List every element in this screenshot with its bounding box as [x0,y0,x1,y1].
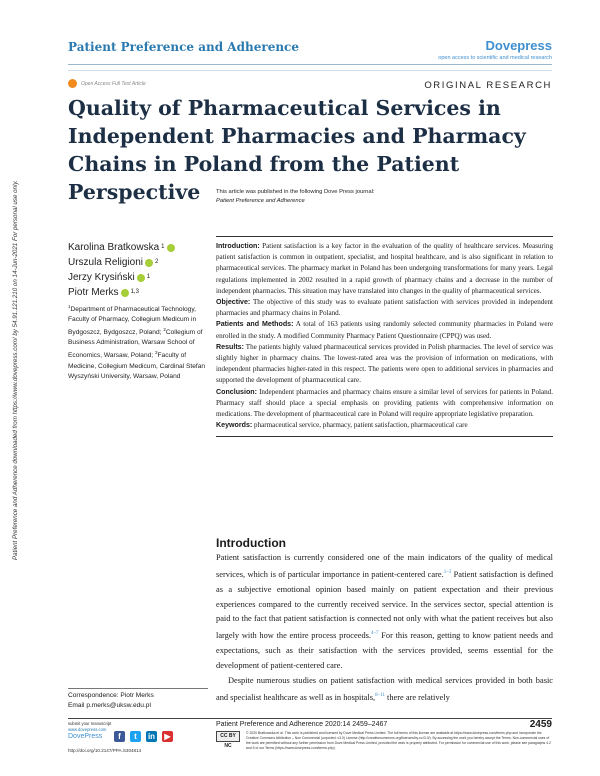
paragraph-text: For this reason, getting to know patient needs and expectations, such as their satisfaction with the services provided, seems essential for the development of patient-centered care. [216,631,553,670]
author [68,255,175,270]
affiliation-text: Faculty of Medicine, Collegium Medicum, Cardinal Stefan Wyszyński University, Warsaw, Poland [68,352,206,380]
abstract-keywords [216,420,553,431]
affiliation-number: 3 [155,350,158,356]
published-journal: Patient Preference and Adherence [216,198,305,204]
youtube-icon[interactable]: ▶ [162,731,173,742]
abstract-results [216,342,553,387]
orcid-icon[interactable] [137,274,145,282]
paragraph-text: Patient satisfaction is defined as a subjective emotional opinion based mainly on patient expectation and their previous experiences compared to the currently received service. In the services sector, special attention is paid to the fact that patient satisfaction is connected not only with what the patient receives but also largely with how the entire process proceeds. [216,569,554,641]
author [68,285,175,300]
published-notice [216,188,375,206]
abstract-label: Keywords: [216,421,253,430]
introduction-body [216,551,553,705]
submit-label: submit your manuscript [68,721,112,726]
abstract-text: A total of 163 patients using randomly selected community pharmacies in Poland were enrolled in the study. A modified Community Pharmacy Patient Questionnaire (CPPQ) was used. [216,320,553,340]
orcid-icon[interactable] [167,244,175,252]
author-name: Urszula Religioni [68,257,144,268]
abstract-text: pharmaceutical service, pharmacy, patient satisfaction, pharmaceutical care [254,421,468,430]
section-heading: Introduction [216,536,286,550]
author-name: Karolina Bratkowska [68,242,160,253]
page-number: 2459 [529,719,552,730]
linkedin-icon[interactable]: in [147,732,156,741]
author-name: Jerzy Krysiński [68,272,135,283]
publisher-logo[interactable]: Dovepress [485,38,552,53]
abstract-objective [216,297,553,319]
abstract-label: Patients and Methods: [216,320,294,329]
author-affiliation: 1,3 [130,289,139,295]
paragraph-text: Despite numerous studies on patient satisfaction with medical services provided in both basic and specialist healthcare as well as in hospitals, [216,675,553,702]
article-type: ORIGINAL RESEARCH [424,80,552,91]
correspondence-email[interactable]: Email p.merks@uksw.edu.pl [68,702,151,709]
author [68,270,175,285]
abstract-introduction [216,241,553,297]
abstract-text: The objective of this study was to evaluate patient satisfaction with services provided in independent pharmacies and pharmacy chains in Poland. [216,298,553,318]
abstract-label: Conclusion: [216,387,257,396]
paragraph [216,674,553,706]
paragraph [216,551,553,674]
header-rule-secondary [68,70,552,71]
publisher-tagline: open access to scientific and medical research [438,55,552,61]
orcid-icon[interactable] [121,289,129,297]
reference-link[interactable]: 4–7 [371,631,379,637]
affiliation-text: Collegium of Business Administration, Warsaw School of Economics, Warsaw, Poland; [68,329,203,360]
orcid-icon[interactable] [145,259,153,267]
reference-link[interactable]: 8–11 [375,692,385,698]
citation: Patient Preference and Adherence 2020:14 2459–2467 [216,721,388,728]
affiliation-number: 1 [68,304,71,309]
abstract-methods [216,319,553,341]
affiliation-text: Department of Pharmaceutical Technology, Faculty of Pharmacy, Collegium Medicum in Bydgoszcz, Bydgoszcz, Poland; [68,306,197,337]
abstract-label: Results: [216,342,244,351]
author-list [68,240,175,300]
author-affiliation: 2 [155,259,159,265]
abstract-text: Independent pharmacies and pharmacy chains ensure a similar level of services for patients in Poland. Pharmacy staff should place a special emphasis on providing patients with comprehensive information on medications. The development of pharmaceutical care in Poland will require appropriate legislative preparation. [216,387,553,419]
paragraph-text: there are relatively [384,692,450,702]
abstract-text: The patients highly valued pharmaceutical services provided in Polish pharmacies. The level of service was slightly higher in pharmacy chains. The lowest-rated area was the provision of information on medications, with independent pharmacies higher-rated in this respect. The patients were open to additional services in pharmacies and supported the development of pharmaceutical care. [216,342,553,385]
header-rule [68,64,552,65]
download-watermark-text: Patient Preference and Adherence downloaded from https://www.dovepress.com/ by 54.91.121.210 on 14-Jun-2021 For personal use only. [12,180,19,560]
reference-link[interactable]: 1–3 [443,569,452,575]
published-line: This article was published in the following Dove Press journal: [216,189,375,195]
twitter-icon[interactable]: t [130,731,141,742]
author [68,240,175,255]
paragraph-text: Patient satisfaction is currently considered one of the main indicators of the quality of medical services, which is of particular importance in patient-centered care. [216,553,553,579]
open-access-icon [68,79,77,88]
submit-link[interactable]: www.dovepress.com [68,727,107,732]
footer-brand[interactable]: DovePress [68,733,103,740]
author-affiliation: 1 [146,274,151,280]
license-text: © 2020 Bratkowska et al. This work is published and licensed by Dove Medical Press Limited. The full terms of this license are available at https://www.dovepress.com/terms.php and incorporate the Creative Commons Attribution – Non Commercial (unported, v3.0) License (http://creativecommons.org/licenses/by-nc/3.0/). By accessing the work you hereby accept the Terms. Non-commercial uses of the work are permitted without any further permission from Dove Medical Press Limited, provided the work is properly attributed. For permission for commercial use of this work, please see paragraphs 4.2 and 5 of our Terms (https://www.dovepress.com/terms.php). [246,731,551,750]
download-watermark [12,140,32,560]
cc-license-icon[interactable]: CC BY NC [216,731,240,742]
open-access-label: Open Access Full Text Article [81,80,146,87]
affiliations [68,302,208,382]
abstract-text: Patient satisfaction is a key factor in the evaluation of the quality of healthcare services. Measuring patient satisfaction is common in outpatient, specialist, and hospital healthcare, and is also significant in relation to pharmaceutical services. The pharmacy market in Poland has been undergoing transformations for many years. Legal regulations implemented in 2002 resulted in a rapid growth of pharmacy chains and a decrease in the number of independent pharmacies. This situation may have translated into changes in the quality of pharmaceutical services. [216,242,553,295]
facebook-icon[interactable]: f [114,731,125,742]
journal-name: Patient Preference and Adherence [68,40,299,54]
abstract-label: Introduction: [216,242,260,250]
abstract-label: Objective: [216,298,251,307]
article-title: Quality of Pharmaceutical Services in Independent Pharmacies and Pharmacy Chains in Poland from the Patient Perspective [68,96,526,204]
doi-link[interactable]: http://doi.org/10.2147/PPA.S304814 [68,748,142,753]
correspondence-name: Correspondence: Piotr Merks [68,692,154,699]
author-name: Piotr Merks [68,287,119,298]
author-affiliation: 1 [161,244,165,250]
correspondence [68,688,208,711]
affiliation-number: 2 [163,327,166,333]
abstract-conclusion [216,387,553,421]
abstract [216,236,553,437]
footer-rule [68,718,552,719]
social-links [114,731,173,742]
open-access-badge [68,79,146,88]
